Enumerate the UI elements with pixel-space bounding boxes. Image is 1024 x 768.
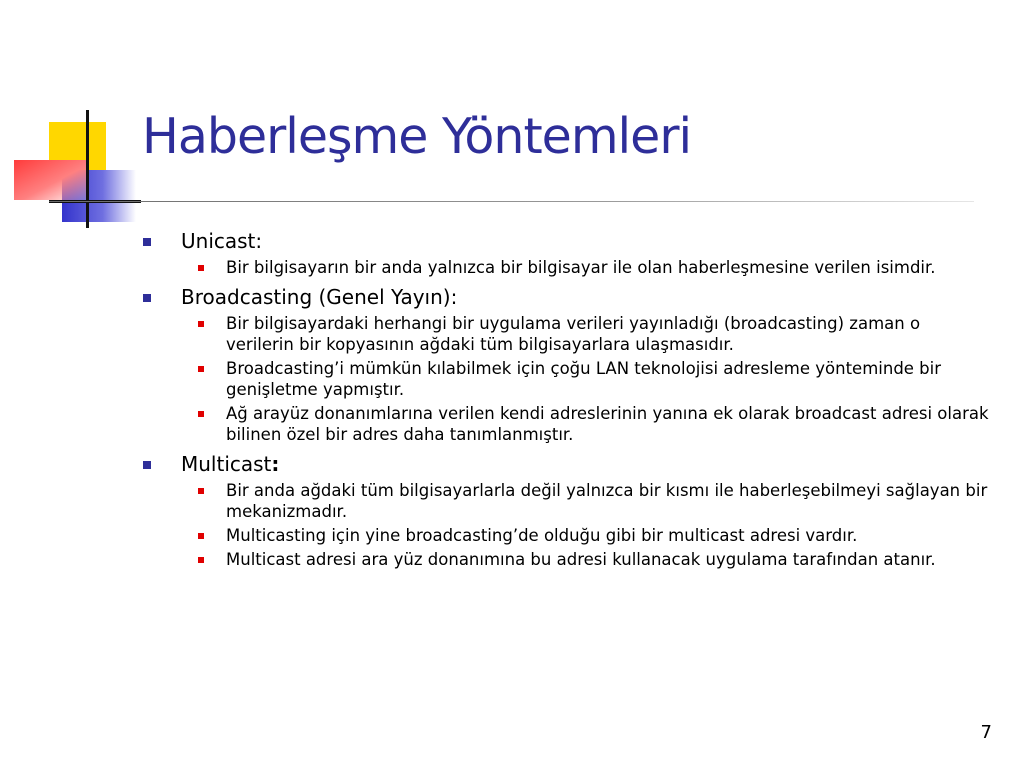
- level2-bullet-icon: [198, 533, 204, 539]
- level1-bullet-icon: [143, 238, 151, 246]
- list-item: [226, 480, 993, 522]
- level2-bullet-icon: [198, 366, 204, 372]
- list-item-text: Ağ arayüz donanımlarına verilen kendi adreslerinin yanına ek olarak broadcast adresi olarak bilinen özel bir adres daha tanımlanmıştır.: [226, 404, 989, 444]
- list-item: [226, 257, 993, 278]
- level2-bullet-icon: [198, 557, 204, 563]
- list-item-text: Bir bilgisayarın bir anda yalnızca bir bilgisayar ile olan haberleşmesine verilen isimdir.: [226, 258, 936, 277]
- list-item: [226, 358, 993, 400]
- level2-bullet-icon: [198, 321, 204, 327]
- list-item: [226, 549, 993, 570]
- section-broadcasting: [143, 284, 993, 310]
- slide-content: [143, 228, 993, 570]
- page-number: 7: [980, 722, 992, 743]
- level1-bullet-icon: [143, 461, 151, 469]
- list-item-text: Bir bilgisayardaki herhangi bir uygulama verileri yayınladığı (broadcasting) zaman o verilerin bir kopyasının ağdaki tüm bilgisayarlara ulaşmasıdır.: [226, 314, 921, 354]
- list-item-text: Multicasting için yine broadcasting’de olduğu gibi bir multicast adresi vardır.: [226, 526, 858, 545]
- section-heading-colon: :: [271, 452, 280, 476]
- list-item: [226, 525, 993, 546]
- section-heading: Multicast: [181, 452, 272, 476]
- list-item: [226, 403, 993, 445]
- list-item: [226, 313, 993, 355]
- slide-title: Haberleşme Yöntemleri: [142, 108, 692, 165]
- logo-vertical-line: [86, 110, 89, 228]
- section-heading: Unicast:: [181, 229, 263, 253]
- list-item-text: Bir anda ağdaki tüm bilgisayarlarla değil yalnızca bir kısmı ile haberleşebilmeyi sağlayan bir mekanizmadır.: [226, 481, 988, 521]
- level2-bullet-icon: [198, 488, 204, 494]
- level2-bullet-icon: [198, 411, 204, 417]
- section-unicast: [143, 228, 993, 254]
- title-divider: [49, 201, 974, 202]
- section-multicast: [143, 451, 993, 477]
- list-item-text: Broadcasting’i mümkün kılabilmek için çoğu LAN teknolojisi adresleme yönteminde bir genişletme yapmıştır.: [226, 359, 942, 399]
- slide-logo: [0, 0, 140, 240]
- level2-bullet-icon: [198, 265, 204, 271]
- logo-red-square: [14, 160, 89, 200]
- list-item-text: Multicast adresi ara yüz donanımına bu adresi kullanacak uygulama tarafından atanır.: [226, 550, 936, 569]
- level1-bullet-icon: [143, 294, 151, 302]
- section-heading: Broadcasting (Genel Yayın):: [181, 285, 458, 309]
